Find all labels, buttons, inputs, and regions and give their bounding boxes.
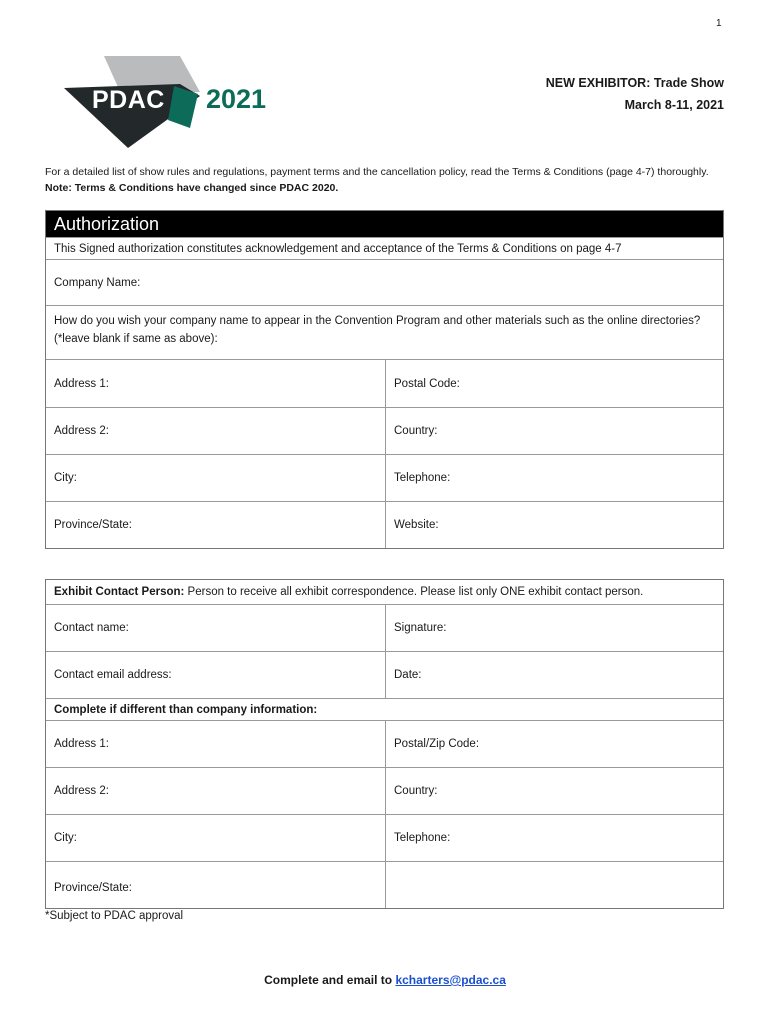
city-field[interactable]: City:	[46, 455, 386, 501]
exhibit-contact-heading-row	[46, 580, 723, 604]
contact-province-row	[46, 861, 723, 908]
authorization-title: Authorization	[54, 213, 160, 234]
signature-field[interactable]: Signature:	[394, 622, 447, 634]
intro-note: Note: Terms & Conditions have changed since PDAC 2020.	[45, 182, 339, 194]
contact-postal-zip-field[interactable]: Postal/Zip Code:	[394, 738, 480, 750]
contact-name-row	[46, 604, 723, 651]
contact-email-row	[46, 651, 723, 698]
contact-address2-field[interactable]: Address 2:	[46, 768, 386, 814]
address-row-2	[46, 407, 723, 454]
city-row	[46, 454, 723, 501]
contact-city-row	[46, 814, 723, 861]
address2-field[interactable]: Address 2:	[46, 408, 386, 454]
authorization-ack-row	[46, 237, 723, 259]
logo-year: 2021	[206, 84, 267, 114]
address1-field[interactable]: Address 1:	[46, 360, 386, 407]
intro-paragraph	[45, 164, 725, 196]
website-field[interactable]: Website:	[394, 519, 439, 531]
header-dates: March 8-11, 2021	[624, 98, 724, 112]
address-row-1	[46, 359, 723, 407]
contact-address-row-2	[46, 767, 723, 814]
header-title: NEW EXHIBITOR: Trade Show	[545, 76, 724, 90]
contact-address-row-1	[46, 720, 723, 767]
complete-if-different-row	[46, 698, 723, 720]
logo-name: PDAC	[92, 86, 165, 114]
contact-province-state-field[interactable]: Province/State:	[46, 862, 386, 908]
contact-country-field[interactable]: Country:	[394, 785, 438, 797]
country-field[interactable]: Country:	[394, 425, 438, 437]
company-name-label: Company Name:	[54, 276, 141, 289]
authorization-table	[45, 210, 724, 549]
complete-if-different-label: Complete if different than company information:	[54, 703, 318, 716]
contact-address1-field[interactable]: Address 1:	[46, 721, 386, 767]
document-header	[546, 72, 724, 116]
footer	[0, 973, 770, 987]
exhibit-contact-heading-text: Person to receive all exhibit correspondence. Please list only ONE exhibit contact person.	[184, 586, 644, 598]
postal-code-field[interactable]: Postal Code:	[394, 377, 460, 390]
exhibit-contact-heading-bold: Exhibit Contact Person:	[54, 586, 185, 598]
exhibit-contact-heading	[46, 580, 723, 604]
contact-telephone-field[interactable]: Telephone:	[394, 832, 451, 844]
contact-province-empty-cell	[386, 862, 723, 908]
contact-name-field[interactable]: Contact name:	[46, 605, 386, 651]
footer-text: Complete and email to	[264, 973, 396, 987]
authorization-ack: This Signed authorization constitutes acknowledgement and acceptance of the Terms & Conditions on page 4-7	[54, 242, 622, 255]
exhibit-contact-table	[45, 579, 724, 909]
authorization-title-bar	[46, 211, 723, 237]
subject-note: *Subject to PDAC approval	[45, 910, 184, 922]
page-number: 1	[716, 18, 722, 29]
province-row	[46, 501, 723, 548]
contact-city-field[interactable]: City:	[46, 815, 386, 861]
province-state-field[interactable]: Province/State:	[46, 502, 386, 548]
date-field[interactable]: Date:	[394, 669, 422, 681]
company-name-field[interactable]	[46, 259, 723, 305]
company-display-name-field[interactable]	[46, 305, 723, 359]
intro-text: For a detailed list of show rules and regulations, payment terms and the cancellation policy, read the Terms & Conditions (page 4-7) thoroughly.	[45, 166, 709, 178]
contact-email-field[interactable]: Contact email address:	[46, 652, 386, 698]
telephone-field[interactable]: Telephone:	[394, 472, 451, 484]
company-display-question: How do you wish your company name to appear in the Convention Program and other materials such as the online directories? (*leave blank if same as above):	[54, 315, 701, 345]
email-link[interactable]: kcharters@pdac.ca	[395, 973, 506, 987]
